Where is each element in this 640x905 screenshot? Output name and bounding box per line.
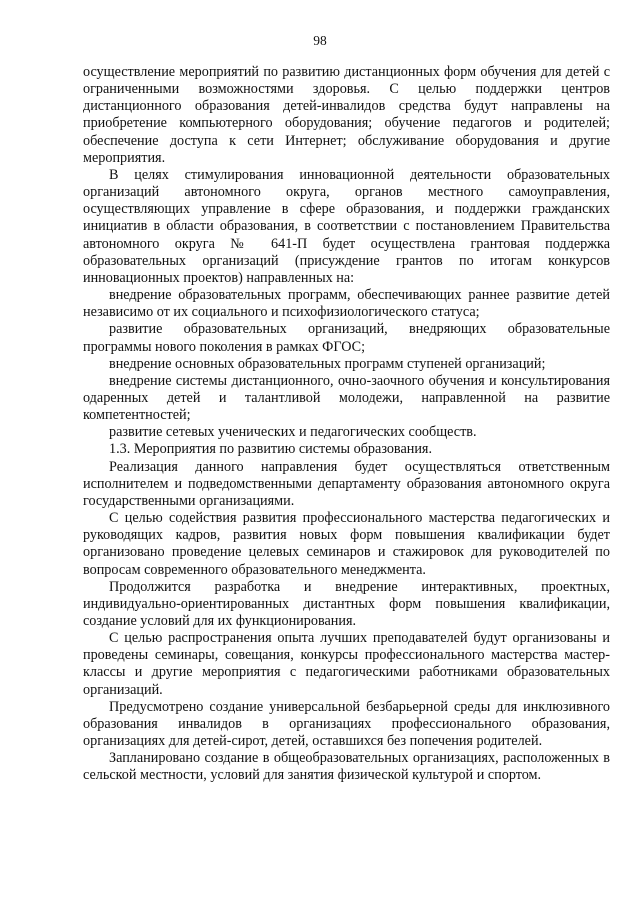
paragraph-grant-support: В целях стимулирования инновационной деятельности образовательных организаций автономного округа, органов местного самоуправления, осуществляющих управление в сфере образования, и поддержки гражданских инициатив в области образования, в соответствии с постановлением Правительства автономного округа № 641-П будет осуществлена грантовая поддержка образовательных организаций (присуждение грантов по итогам конкурсов инновационных проектов) направленных на: (83, 166, 610, 286)
paragraph-best-practices: С целью распространения опыта лучших преподавателей будут организованы и проведены семинары, совещания, конкурсы профессионального мастерства мастер-классы и другие мероприятия с педагогическими работниками образовательных организаций. (83, 630, 610, 698)
list-item-early-development: внедрение образовательных программ, обеспечивающих раннее развитие детей независимо от их социального и психофизиологического статуса; (83, 287, 610, 321)
paragraph-rural-sports: Запланировано создание в общеобразовательных организациях, расположенных в сельской местности, условий для занятия физической культурой и спортом. (83, 750, 610, 784)
paragraph-continuation: осуществление мероприятий по развитию дистанционных форм обучения для детей с ограниченными возможностями здоровья. С целью поддержки центров дистанционного образования детей-инвалидов средства будут направлены на приобретение компьютерного оборудования; обучение педагогов и родителей; обеспечение доступа к сети Интернет; обслуживание оборудования и другие мероприятия. (83, 64, 610, 166)
paragraph-implementation: Реализация данного направления будет осуществляться ответственным исполнителем и подведомственными департаменту образования автономного округа государственными организациями. (83, 458, 610, 509)
paragraph-interactive-forms: Продолжится разработка и внедрение интерактивных, проектных, индивидуально-ориентированных дистантных форм повышения квалификации, создание условий для их функционирования. (83, 578, 610, 629)
page-number: 98 (313, 33, 327, 48)
list-item-distance-system: внедрение системы дистанционного, очно-заочного обучения и консультирования одаренных детей и талантливой молодежи, направленной на развитие компетентностей; (83, 372, 610, 424)
list-item-fgos-programs: развитие образовательных организаций, внедряющих образовательные программы нового поколения в рамках ФГОС; (83, 321, 610, 355)
document-body (83, 64, 610, 785)
paragraph-professional-development: С целью содействия развития профессионального мастерства педагогических и руководящих кадров, развития новых форм повышения квалификации будет организовано проведение целевых семинаров и стажировок для руководителей по вопросам современного образовательного менеджмента. (83, 510, 610, 578)
paragraph-inclusive-environment: Предусмотрено создание универсальной безбарьерной среды для инклюзивного образования инвалидов в организациях профессионального образования, организациях для детей-сирот, детей, оставшихся без попечения родителей. (83, 698, 610, 750)
section-heading-1-3: 1.3. Мероприятия по развитию системы образования. (109, 441, 432, 458)
list-item-basic-programs: внедрение основных образовательных программ ступеней организаций; (109, 355, 546, 372)
list-item-network-communities: развитие сетевых ученических и педагогических сообществ. (109, 424, 477, 441)
